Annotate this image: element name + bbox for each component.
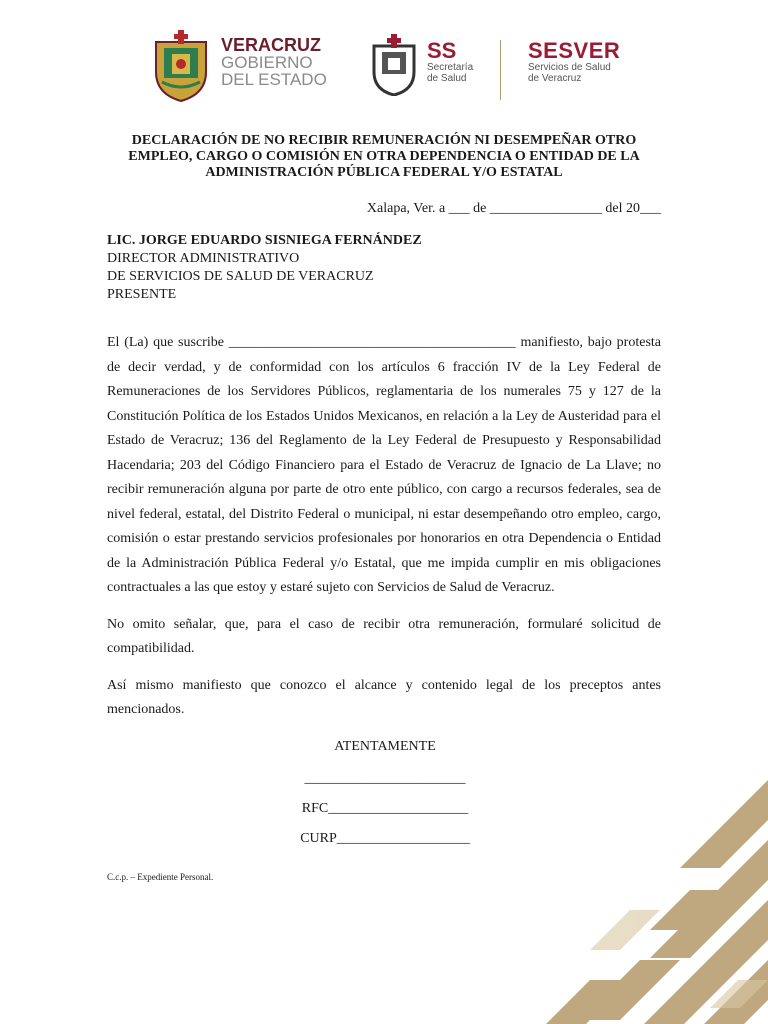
curp-field: CURP___________________ [300, 831, 470, 846]
addressee-org: DE SERVICIOS DE SALUD DE VERACRUZ [107, 269, 374, 284]
ccp-note: C.c.p. – Expediente Personal. [107, 872, 214, 882]
declaration-body [107, 331, 661, 735]
title-line-3: ADMINISTRACIÓN PÚBLICA FEDERAL Y/O ESTATAL [205, 165, 563, 180]
gov-line-2: GOBIERNO [221, 53, 313, 72]
secretaria-salud-wordmark [427, 40, 473, 84]
addressee-title: DIRECTOR ADMINISTRATIVO [107, 251, 300, 266]
signature-block [250, 739, 520, 861]
veracruz-coat-of-arms-icon [150, 28, 212, 102]
ss-line-2: de Salud [427, 73, 467, 84]
sesver-title: SESVER [528, 38, 621, 63]
paragraph-compatibility: No omito señalar, que, para el caso de recibir otra remuneración, formularé solicitud de compatibilidad. [107, 616, 661, 656]
letterhead [0, 0, 768, 120]
decorative-fret-pattern-icon [530, 780, 768, 1024]
addressee-block [107, 232, 422, 304]
header-divider [500, 40, 501, 100]
paragraph-acknowledgement: Así mismo manifiesto que conozco el alcance y contenido legal de los preceptos antes mencionados. [107, 677, 661, 717]
rfc-field: RFC____________________ [301, 801, 469, 816]
signature-line: _______________________ [304, 771, 466, 786]
ss-line-1: Secretaría [427, 62, 474, 73]
place-date: Xalapa, Ver. a ___ de ________________ del 20___ [366, 201, 661, 216]
addressee-presente: PRESENTE [107, 287, 177, 302]
gobierno-veracruz-wordmark [221, 37, 327, 88]
sesver-line-1: Servicios de Salud [528, 62, 611, 73]
addressee-name: LIC. JORGE EDUARDO SISNIEGA FERNÁNDEZ [107, 233, 422, 248]
paragraph-declaration: El (La) que suscribe _________________________________________ manifiesto, bajo protesta de decir verdad, y de conformidad con los artículos 6 fracción IV de la Ley Federal de Remuneraciones de los Servidores Públicos, reglamentaria de los numerales 75 y 127 de la Constitución Política de los Estados Unidos Mexicanos, en relación a la Ley de Austeridad para el Estado de Veracruz; 136 del Reglamento de la Ley Federal de Presupuesto y Responsabilidad Hacendaria; 203 del Código Financiero para el Estado de Veracruz de Ignacio de La Llave; no recibir remuneración alguna por parte de otro ente público, con cargo a recursos federales, sea de nivel federal, estatal, del Distrito Federal o municipal, ni estar desempeñando otro empleo, cargo, comisión o estar prestando servicios profesionales por honorarios en otra Dependencia o Entidad de la Administración Pública Federal y/o Estatal, que me impida cumplir en mis obligaciones contractuales a las que estoy y estaré sujeto con Servicios de Salud de Veracruz. [107, 335, 661, 595]
sesver-line-2: de Veracruz [528, 73, 582, 84]
closing: ATENTAMENTE [334, 739, 436, 754]
gov-line-1: VERACRUZ [221, 35, 322, 55]
ss-abbr: SS [427, 38, 457, 63]
document-title [110, 133, 658, 181]
title-line-1: DECLARACIÓN DE NO RECIBIR REMUNERACIÓN NI DESEMPEÑAR OTRO [131, 133, 637, 148]
gov-line-3: DEL ESTADO [221, 70, 327, 89]
sesver-wordmark [528, 40, 620, 84]
title-line-2: EMPLEO, CARGO O COMISIÓN EN OTRA DEPENDENCIA O ENTIDAD DE LA [128, 149, 640, 164]
secretaria-salud-shield-icon [368, 34, 420, 96]
